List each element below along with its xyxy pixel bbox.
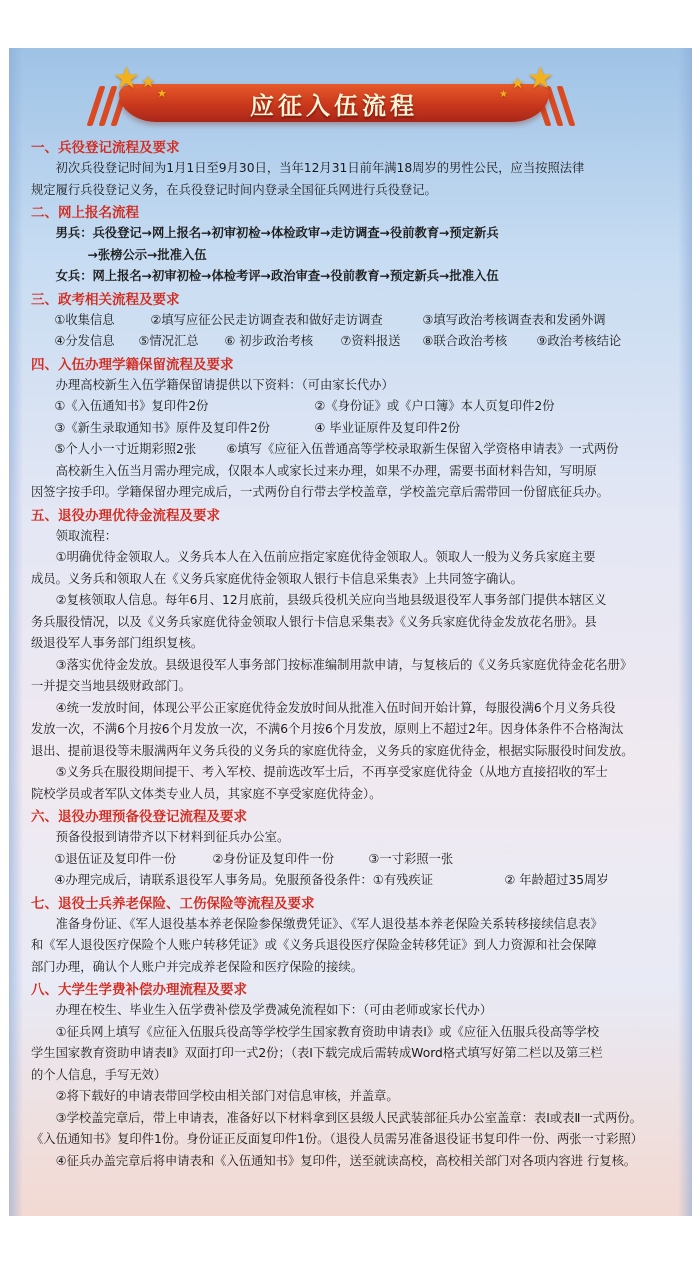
step-item: ②填写应征公民走访调查表和做好走访调查 (150, 312, 383, 327)
paragraph-line: 准备身份证、《军人退役基本养老保险参保缴费凭证》、《军人退役基本养老保险关系转移接续信息表》 (55, 916, 603, 931)
paragraph-line: 退出、提前退役等未服满两年义务兵役的义务兵的家庭优待金，义务兵的家庭优待金，根据实际服役时间发放。 (31, 743, 634, 758)
star-icon: ★ (511, 74, 525, 92)
material-item: ①《入伍通知书》复印件2份 (54, 399, 209, 413)
material-item: ④办理完成后，请联系退役军人事务局。免服预备役条件：①有残疾证 (54, 873, 434, 887)
paragraph-line: 成员。义务兵和领取人在《义务兵家庭优待金领取人银行卡信息采集表》上共同签字确认。 (31, 571, 523, 586)
section-heading: 四、入伍办理学籍保留流程及要求 (31, 356, 234, 373)
material-item: ①退伍证及复印件一份 (54, 851, 177, 866)
section-heading: 一、兵役登记流程及要求 (31, 140, 180, 156)
material-row (31, 870, 683, 892)
section-heading: 二、网上报名流程 (31, 205, 139, 221)
section-heading: 五、退役办理优待金流程及要求 (31, 507, 220, 524)
intro-line: 办理高校新生入伍学籍保留请提供以下资料：（可由家长代办） (55, 377, 394, 392)
star-icon: ★ (527, 61, 554, 96)
section-heading: 三、政考相关流程及要求 (31, 291, 180, 308)
paragraph-line: 部门办理，确认个人账户并完成养老保险和医疗保险的接续。 (31, 959, 364, 974)
paragraph-line: 务兵服役情况，以及《义务兵家庭优待金领取人银行卡信息采集表》《义务兵家庭优待金发放花名册》。县 (31, 614, 597, 629)
paragraph-line: 一并提交当地县级财政部门。 (31, 679, 191, 693)
page-title: 应征入伍流程 (250, 91, 418, 120)
material-item: ③《新生录取通知书》原件及复印件2份 (54, 420, 270, 435)
paragraph-line: ①征兵网上填写《应征入伍服兵役高等学校学生国家教育资助申请表Ⅰ》或《应征入伍服兵役高等学校 (55, 1024, 600, 1039)
material-item: ⑤个人小一寸近期彩照2张 (54, 442, 197, 456)
material-row (31, 418, 683, 440)
material-item: ③一寸彩照一张 (368, 851, 454, 866)
paragraph-line: 学生国家教育资助申请表Ⅱ》双面打印一式2份；（表Ⅰ下载完成后需转成Word格式填写好第二栏以及第三栏 (31, 1046, 603, 1060)
step-item: ⑦资料报送 (340, 334, 401, 348)
material-row (31, 439, 683, 461)
paragraph-line: ③学校盖完章后，带上申请表，准备好以下材料拿到区县级人民武装部征兵办公室盖章：表Ⅰ或表Ⅱ一式两份。 (55, 1110, 642, 1125)
step-row (31, 331, 683, 353)
star-icon: ★ (141, 72, 156, 91)
paragraph-line: 的个人信息，手写无效） (31, 1067, 167, 1082)
section-heading: 八、大学生学费补偿办理流程及要求 (31, 982, 247, 998)
step-row (31, 310, 683, 332)
paragraph-line: ②复核领取人信息。每年6月、12月底前，县级兵役机关应向当地县级退役军人事务部门提供本辖区义 (55, 593, 607, 607)
paragraph-line: ⑤义务兵在服役期间提干、考入军校、提前选改军士后，不再享受家庭优待金（从地方直接招收的军士 (55, 765, 608, 779)
intro-line: 预备役报到请带齐以下材料到征兵办公室。 (55, 830, 290, 844)
paragraph-line: 初次兵役登记时间为1月1日至9月30日，当年12月31日前年满18周岁的男性公民，应当按照法律 (55, 161, 585, 175)
paragraph-line: ③落实优待金发放。县级退役军人事务部门按标准编制用款申请，与复核后的《义务兵家庭优待金花名册》 (55, 657, 633, 672)
intro-line: 领取流程： (55, 528, 118, 543)
material-row (31, 849, 683, 871)
material-item: ②《身份证》或《户口簿》本人页复印件2份 (314, 399, 555, 413)
paragraph-line: 因签字按手印。学籍保留办理完成后，一式两份自行带去学校盖章，学校盖完章后需带回一份留底征兵办。 (31, 485, 609, 499)
section-heading: 六、退役办理预备役登记流程及要求 (31, 809, 247, 825)
step-item: ⑧联合政治考核 (422, 334, 508, 348)
material-item: ⑥填写《应征入伍普通高等学校录取新生保留入学资格申请表》一式两份 (226, 442, 619, 456)
content (31, 136, 683, 1172)
star-icon: ★ (113, 61, 140, 96)
paragraph-line: 《入伍通知书》复印件1份。身份证正反面复印件1份。（退役人员需另准备退役证书复印件一份、两张一寸彩照） (31, 1132, 644, 1146)
section-heading: 七、退役士兵养老保险、工伤保险等流程及要求 (31, 895, 315, 912)
poster (9, 48, 692, 1216)
step-item: ⑤情况汇总 (138, 334, 199, 348)
paragraph-line: 发放一次，不满6个月按6个月发放一次，不满6个月按6个月发放，原则上不超过2年。因身体条件不合格淘汰 (31, 722, 624, 736)
material-row (31, 396, 683, 418)
step-item: ⑥ 初步政治考核 (224, 334, 314, 348)
paragraph-line: 规定履行兵役登记义务，在兵役登记时间内登录全国征兵网进行兵役登记。 (31, 182, 437, 197)
male-process-continued: →张榜公示→批准入伍 (87, 247, 207, 262)
step-item: ⑨政治考核结论 (536, 334, 622, 348)
material-item: ② 年龄超过35周岁 (504, 873, 609, 887)
star-icon: ★ (499, 89, 508, 100)
title-ribbon (119, 84, 549, 122)
paragraph-line: 院校学员或者军队文体类专业人员，其家庭不享受家庭优待金）。 (31, 786, 382, 801)
intro-line: 办理在校生、毕业生入伍学费补偿及学费减免流程如下：（可由老师或家长代办） (55, 1003, 493, 1017)
paragraph-line: 高校新生入伍当月需办理完成，仅限本人或家长过来办理，如果不办理，需要书面材料告知，写明原 (55, 463, 597, 478)
star-icon: ★ (157, 87, 167, 100)
material-item: ②身份证及复印件一份 (212, 851, 335, 866)
paragraph-line: ①明确优待金领取人。义务兵本人在入伍前应指定家庭优待金领取人。领取人一般为义务兵家庭主要 (55, 550, 596, 564)
step-item: ④分发信息 (54, 334, 115, 348)
title-banner (113, 61, 554, 128)
paragraph-line: ②将下载好的申请表带回学校由相关部门对信息审核，并盖章。 (55, 1089, 399, 1103)
paragraph-line: ④征兵办盖完章后将申请表和《入伍通知书》复印件，送至就读高校，高校相关部门对各项内容进 行复核。 (55, 1153, 637, 1168)
material-item: ④ 毕业证原件及复印件2份 (314, 420, 461, 435)
female-process: 女兵：网上报名→初审初检→体检考评→政治审查→役前教育→预定新兵→批准入伍 (55, 269, 499, 283)
male-process: 男兵：兵役登记→网上报名→初审初检→体检政审→走访调查→役前教育→预定新兵 (55, 226, 499, 240)
paragraph-line: 级退役军人事务部门组织复核。 (31, 636, 204, 650)
paragraph-line: 和《军人退役医疗保险个人账户转移凭证》或《义务兵退役医疗保险金转移凭证》到人力资源和社会保障 (31, 938, 597, 952)
step-item: ①收集信息 (54, 312, 115, 327)
paragraph-line: ④统一发放时间，体现公平公正家庭优待金发放时间从批准入伍时间开始计算，每服役满6个月义务兵役 (55, 700, 616, 715)
step-item: ③填写政治考核调查表和发函外调 (422, 312, 606, 327)
